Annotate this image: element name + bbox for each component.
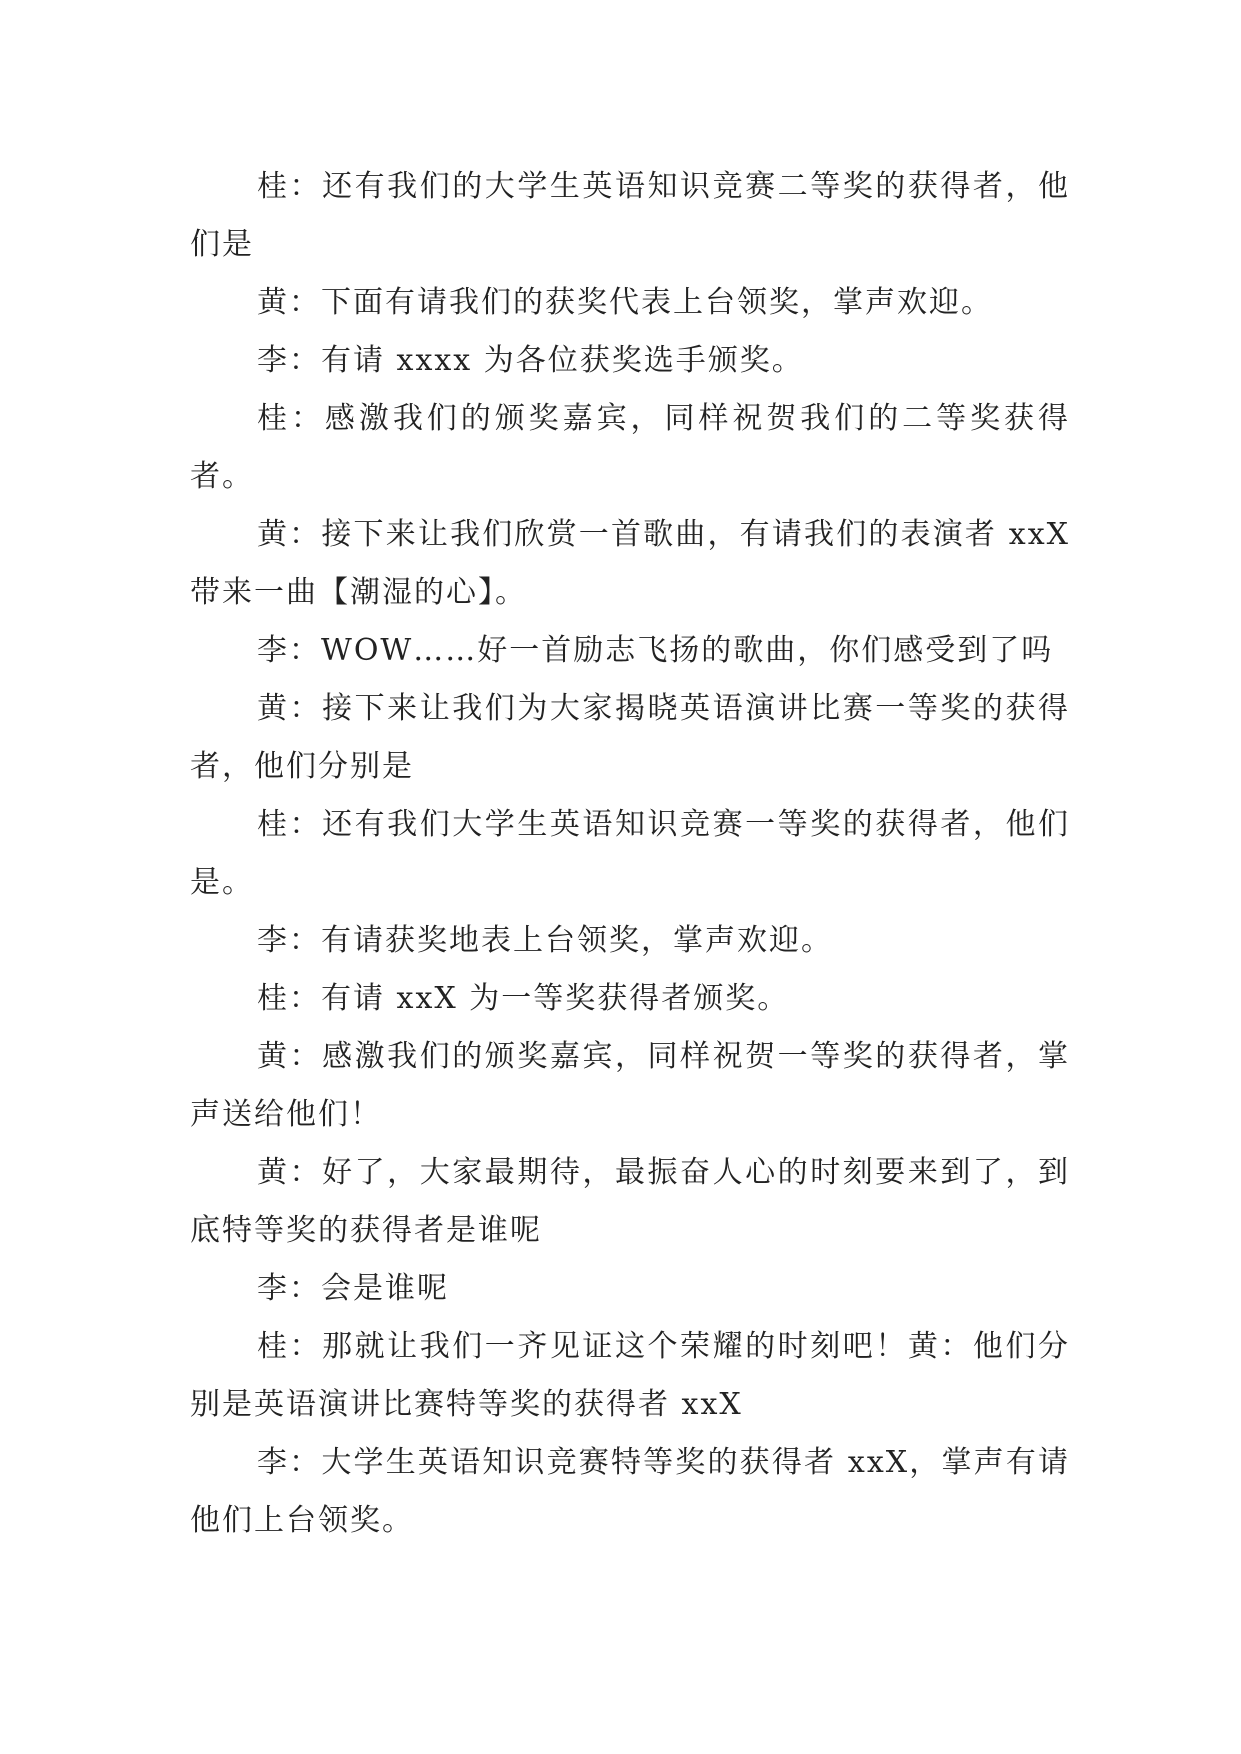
paragraph: 李：大学生英语知识竞赛特等奖的获得者 xxX，掌声有请他们上台领奖。 <box>190 1445 1070 1538</box>
paragraph: 李：会是谁呢 <box>257 1271 449 1306</box>
paragraph: 黄：下面有请我们的获奖代表上台领奖，掌声欢迎。 <box>257 285 993 320</box>
paragraph: 桂：还有我们大学生英语知识竞赛一等奖的获得者，他们是。 <box>190 807 1070 900</box>
paragraph: 桂：有请 xxX 为一等奖获得者颁奖。 <box>257 981 790 1016</box>
paragraph: 桂：感激我们的颁奖嘉宾，同样祝贺我们的二等奖获得者。 <box>190 401 1070 494</box>
paragraph: 李：WOW……好一首励志飞扬的歌曲，你们感受到了吗 <box>257 633 1054 668</box>
paragraph: 黄：感激我们的颁奖嘉宾，同样祝贺一等奖的获得者，掌声送给他们！ <box>190 1039 1070 1132</box>
paragraph: 李：有请 xxxx 为各位获奖选手颁奖。 <box>257 343 804 378</box>
paragraph: 黄：好了，大家最期待，最振奋人心的时刻要来到了，到底特等奖的获得者是谁呢 <box>190 1155 1070 1248</box>
paragraph: 黄：接下来让我们为大家揭晓英语演讲比赛一等奖的获得者，他们分别是 <box>190 691 1070 784</box>
paragraph: 桂：还有我们的大学生英语知识竞赛二等奖的获得者，他们是 <box>190 169 1070 262</box>
paragraph: 黄：接下来让我们欣赏一首歌曲，有请我们的表演者 xxX 带来一曲【潮湿的心】。 <box>190 517 1070 610</box>
paragraph: 桂：那就让我们一齐见证这个荣耀的时刻吧！黄：他们分别是英语演讲比赛特等奖的获得者 xxX <box>190 1329 1070 1422</box>
paragraph: 李：有请获奖地表上台领奖，掌声欢迎。 <box>257 923 833 958</box>
document-body <box>190 158 1070 1550</box>
